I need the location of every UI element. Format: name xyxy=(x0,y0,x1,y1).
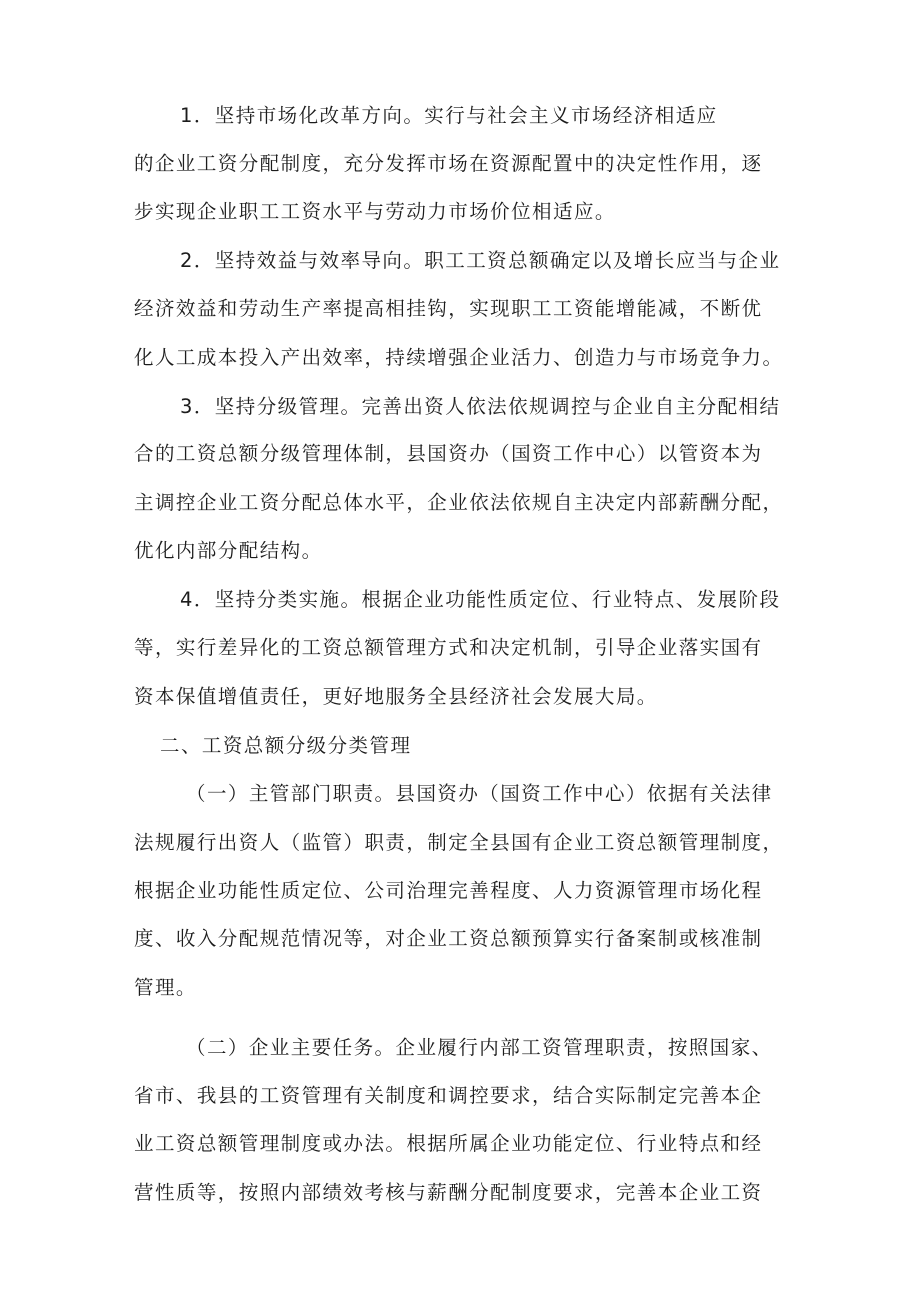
paragraph-6-line-1: （二）企业主要任务。企业履行内部工资管理职责，按照国家、 xyxy=(186,1036,773,1059)
paragraph-1-line-1: 1．坚持市场化改革方向。实行与社会主义市场经济相适应 xyxy=(180,104,718,127)
paragraph-1-line-2: 的企业工资分配制度，充分发挥市场在资源配置中的决定性作用，逐 xyxy=(134,152,763,175)
paragraph-6-line-4: 营性质等，按照内部绩效考核与薪酬分配制度要求，完善本企业工资 xyxy=(134,1181,763,1204)
paragraph-2-line-3: 化人工成本投入产出效率，持续增强企业活力、创造力与市场竞争力。 xyxy=(134,346,784,369)
paragraph-4-line-2: 等，实行差异化的工资总额管理方式和决定机制，引导企业落实国有 xyxy=(134,636,763,659)
paragraph-4-line-3: 资本保值增值责任，更好地服务全县经济社会发展大局。 xyxy=(134,685,658,708)
paragraph-5-line-5: 管理。 xyxy=(134,976,197,999)
paragraph-5-line-3: 根据企业功能性质定位、公司治理完善程度、人力资源管理市场化程 xyxy=(134,879,763,902)
paragraph-3-line-1: 3．坚持分级管理。完善出资人依法依规调控与企业自主分配相结 xyxy=(180,395,781,418)
paragraph-2-line-2: 经济效益和劳动生产率提高相挂钩，实现职工工资能增能减，不断优 xyxy=(134,297,763,320)
paragraph-6-line-3: 业工资总额管理制度或办法。根据所属企业功能定位、行业特点和经 xyxy=(134,1132,763,1155)
paragraph-5-line-2: 法规履行出资人（监管）职责，制定全县国有企业工资总额管理制度， xyxy=(134,831,784,854)
paragraph-4-line-1: 4．坚持分类实施。根据企业功能性质定位、行业特点、发展阶段 xyxy=(180,588,781,611)
paragraph-5-line-4: 度、收入分配规范情况等，对企业工资总额预算实行备案制或核准制 xyxy=(134,927,763,950)
paragraph-6-line-2: 省市、我县的工资管理有关制度和调控要求，结合实际制定完善本企 xyxy=(134,1084,763,1107)
paragraph-3-line-4: 优化内部分配结构。 xyxy=(134,539,323,562)
paragraph-2-line-1: 2．坚持效益与效率导向。职工工资总额确定以及增长应当与企业 xyxy=(180,249,781,272)
paragraph-5-line-1: （一）主管部门职责。县国资办（国资工作中心）依据有关法律 xyxy=(186,782,773,805)
paragraph-1-line-3: 步实现企业职工工资水平与劳动力市场价位相适应。 xyxy=(134,200,616,223)
paragraph-3-line-2: 合的工资总额分级管理体制，县国资办（国资工作中心）以管资本为 xyxy=(134,442,763,465)
paragraph-3-line-3: 主调控企业工资分配总体水平，企业依法依规自主决定内部薪酬分配， xyxy=(134,491,784,514)
section-heading: 二、工资总额分级分类管理 xyxy=(160,734,412,757)
